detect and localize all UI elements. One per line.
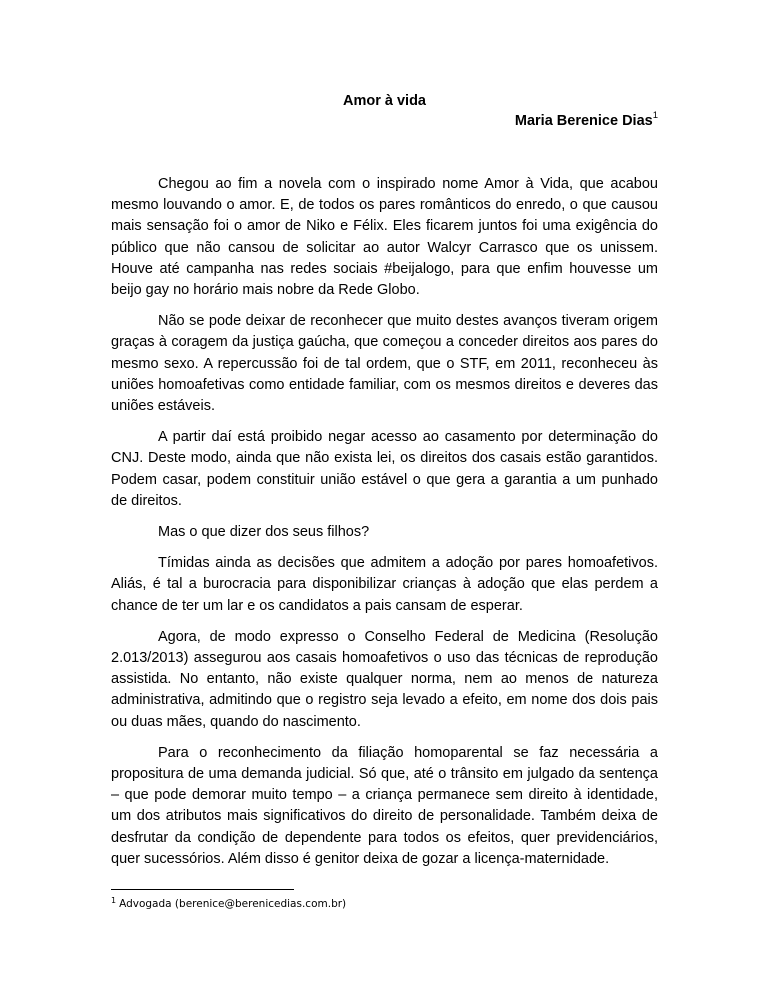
paragraph-1: Chegou ao fim a novela com o inspirado nome Amor à Vida, que acabou mesmo louvando o amor. E, de todos os pares românticos do enredo, o que causou mais sensação foi o amor de Niko e Félix. Eles ficarem juntos foi uma exigência do público que não cansou de solicitar ao autor Walcyr Carrasco que os unissem. Houve até campanha nas redes sociais #beijalogo, para que enfim houvesse um beijo gay no horário mais nobre da Rede Globo.: [111, 176, 658, 299]
paragraph-3: A partir daí está proibido negar acesso ao casamento por determinação do CNJ. Deste modo, ainda que não exista lei, os direitos dos casais estão garantidos. Podem casar, podem constituir união estável o que gera a garantia a um punhado de direitos.: [111, 429, 658, 509]
paragraph-5: Tímidas ainda as decisões que admitem a adoção por pares homoafetivos. Aliás, é tal a burocracia para disponibilizar crianças à adoção que elas perdem a chance de ter um lar e os candidatos a pais cansam de esperar.: [111, 555, 658, 614]
footnote-separator: [111, 889, 294, 890]
document-page: [111, 0, 658, 994]
document-body: [111, 174, 658, 880]
footnote-mark: 1: [111, 895, 117, 905]
footnote-text: Advogada (berenice@berenicedias.com.br): [119, 898, 347, 910]
document-title: Amor à vida: [343, 93, 426, 109]
author-footnote-mark[interactable]: 1: [652, 110, 658, 122]
author-name: Maria Berenice Dias: [514, 113, 653, 129]
author-line: [515, 112, 658, 130]
paragraph-7: Para o reconhecimento da filiação homoparental se faz necessária a propositura de uma demanda judicial. Só que, até o trânsito em julgado da sentença – que pode demorar muito tempo – a criança permanece sem direito à identidade, um dos atributos mais significativos do direito de personalidade. Também deixa de desfrutar da condição de dependente para todos os efeitos, quer previdenciários, quer sucessórios. Além disso é genitor deixa de gozar a licença-maternidade.: [111, 744, 658, 867]
paragraph-4: Mas o que dizer dos seus filhos?: [158, 524, 370, 541]
paragraph-6: Agora, de modo expresso o Conselho Federal de Medicina (Resolução 2.013/2013) assegurou aos casais homoafetivos o uso das técnicas de reprodução assistida. No entanto, não existe qualquer norma, nem ao menos de natureza administrativa, admitindo que o registro seja levado a efeito, em nome dos dois pais ou duas mães, quando do nascimento.: [111, 628, 658, 730]
paragraph-2: Não se pode deixar de reconhecer que muito destes avanços tiveram origem graças à coragem da justiça gaúcha, que começou a conceder direitos aos pares do mesmo sexo. A repercussão foi de tal ordem, que o STF, em 2011, reconheceu às uniões homoafetivas como entidade familiar, com os mesmos direitos e deveres das uniões estáveis.: [111, 313, 658, 415]
footnote: [111, 897, 346, 911]
